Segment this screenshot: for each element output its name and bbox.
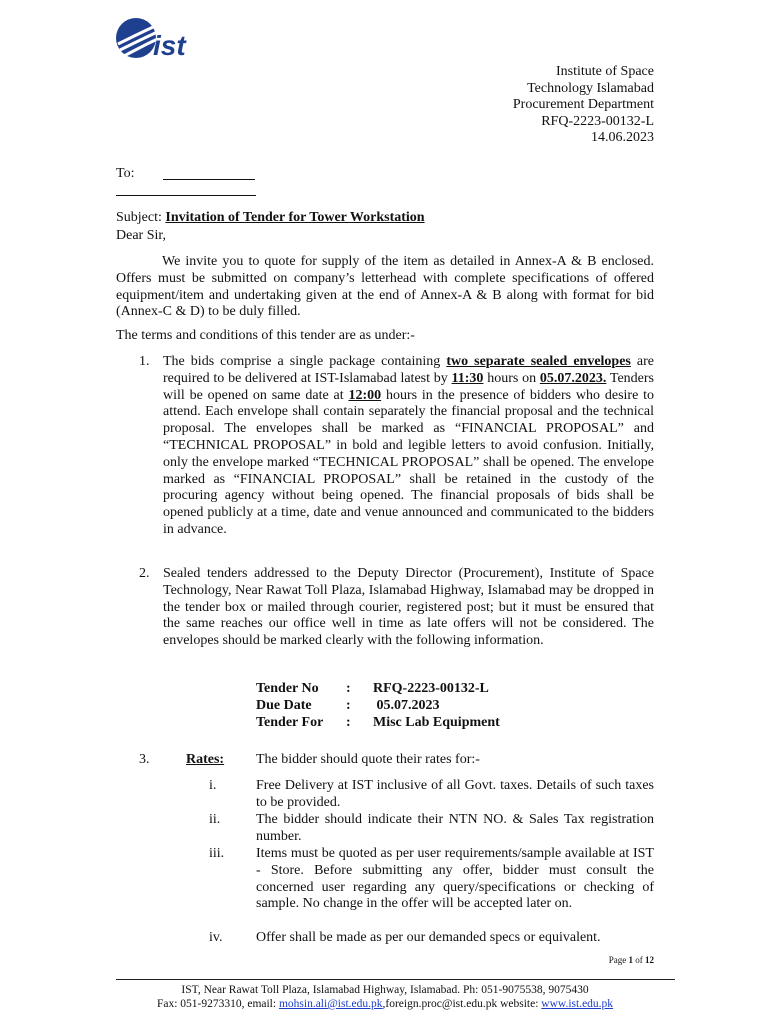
item-text: are required to be delivered at IST-Islamabad latest by <box>163 354 655 386</box>
subject-line <box>116 210 425 226</box>
term-item-1 <box>163 354 654 539</box>
tender-info-colon: : <box>346 715 351 730</box>
item-number: 3. <box>139 752 150 767</box>
tender-info-table <box>256 680 500 731</box>
tender-info-key: Tender No <box>256 681 319 696</box>
terms-intro: The terms and conditions of this tender are as under:- <box>116 328 415 343</box>
tender-info-colon: : <box>346 681 351 696</box>
item-text: Tenders will be opened on same date at <box>163 370 654 403</box>
term-item-2: Sealed tenders addressed to the Deputy Director (Procurement), Institute of Space Technology, Near Rawat Toll Plaza, Islamabad Highway, Islamabad may be dropped in the tender box or mailed through courier, registered post; but it must be ensured that the same reaches our office well in time as late offers will not be considered. The envelopes should be marked clearly with the following information. <box>163 566 654 649</box>
page-total: 12 <box>645 955 654 965</box>
item-emphasis: 12:00 <box>348 387 382 403</box>
tender-info-value: Misc Lab Equipment <box>373 715 500 730</box>
item-text: hours on <box>483 370 540 386</box>
page-of: of <box>633 955 645 965</box>
address-line: Technology Islamabad <box>527 80 654 96</box>
tender-info-row <box>256 680 500 697</box>
recipient-blank-line <box>116 195 256 196</box>
address-line: Procurement Department <box>512 97 654 112</box>
sender-address <box>513 64 654 147</box>
recipient-blank-line <box>163 179 255 180</box>
letter-date: 14.06.2023 <box>591 130 654 145</box>
rate-item: The bidder should indicate their NTN NO. & Sales Tax registration number. <box>256 812 654 844</box>
tender-info-key: Tender For <box>256 715 324 730</box>
item-number: 2. <box>139 566 150 581</box>
page-number <box>609 955 654 965</box>
subject-text: Invitation of Tender for Tower Workstation <box>165 210 425 225</box>
email-link[interactable]: mohsin.ali@ist.edu.pk <box>278 998 383 1010</box>
recipient-label: To: <box>116 166 135 181</box>
website-link[interactable]: www.ist.edu.pk <box>541 998 614 1010</box>
footer-email-text: ,foreign.proc@ist.edu.pk website: <box>382 998 542 1010</box>
rate-item: Free Delivery at IST inclusive of all Govt. taxes. Details of such taxes to be provided. <box>256 778 654 810</box>
tender-info-key: Due Date <box>256 698 312 713</box>
rate-item: Offer shall be made as per our demanded specs or equivalent. <box>256 930 601 945</box>
item-text: hours in the presence of bidders who desire to attend. Each envelope shall contain separately the financial proposal and the technical proposal. The envelopes shall be marked as “FINANCIAL PROPOSAL” and “TECHNICAL PROPOSAL” in bold and legible letters to avoid confusion. Initially, only the envelope marked “TECHNICAL PROPOSAL” shall be opened. The envelope marked as “FINANCIAL PROPOSAL” shall be retained in the custody of the procuring agency without being opened. The financial proposals of bids shall be opened publicly at a time, date and venue announced and communicated to the bidders in advance. <box>163 387 655 537</box>
greeting: Dear Sir, <box>116 228 166 243</box>
footer-fax: Fax: 051-9273310, email: <box>156 998 279 1010</box>
rates-heading: Rates: <box>186 752 225 767</box>
subject-label: Subject: <box>116 210 162 225</box>
logo-text: ist <box>153 30 186 61</box>
footer-divider <box>116 979 675 980</box>
intro-paragraph: We invite you to quote for supply of the item as detailed in Annex-A & B enclosed. Offers must be submitted on company’s letterhead with complete specifications of offered equipment/item and undertaking given at the end of Annex-A & B along with format for bid (Annex-C & D) to be duly filled. <box>116 254 654 320</box>
item-emphasis: 11:30 <box>451 370 484 386</box>
rates-intro: The bidder should quote their rates for:- <box>256 752 480 767</box>
item-emphasis: two separate sealed envelopes <box>446 354 631 369</box>
sub-item-number: iv. <box>209 930 223 945</box>
page-label: Page <box>608 955 629 965</box>
tender-info-value: 05.07.2023 <box>373 698 440 713</box>
tender-info-colon: : <box>346 698 351 713</box>
reference-number: RFQ-2223-00132-L <box>541 113 654 129</box>
tender-info-row <box>256 697 500 714</box>
tender-info-value: RFQ-2223-00132-L <box>373 681 489 696</box>
item-number: 1. <box>139 354 150 369</box>
sub-item-number: iii. <box>209 846 225 861</box>
sub-item-number: ii. <box>209 812 221 827</box>
rate-item: Items must be quoted as per user requirements/sample available at IST - Store. Before submitting any offer, bidder must consult the concerned user regarding any query/specifications or checking of sample. No change in the offer will be accepted later on. <box>256 846 654 912</box>
address-line: Institute of Space <box>556 64 654 79</box>
footer-contacts <box>0 998 770 1010</box>
tender-info-row <box>256 714 500 731</box>
item-text: The bids comprise a single package containing <box>163 354 447 369</box>
footer-address: IST, Near Rawat Toll Plaza, Islamabad Highway, Islamabad. Ph: 051-9075538, 9075430 <box>181 984 589 996</box>
sub-item-number: i. <box>209 778 217 793</box>
page-current: 1 <box>628 955 633 965</box>
item-emphasis: 05.07.2023. <box>539 370 607 386</box>
